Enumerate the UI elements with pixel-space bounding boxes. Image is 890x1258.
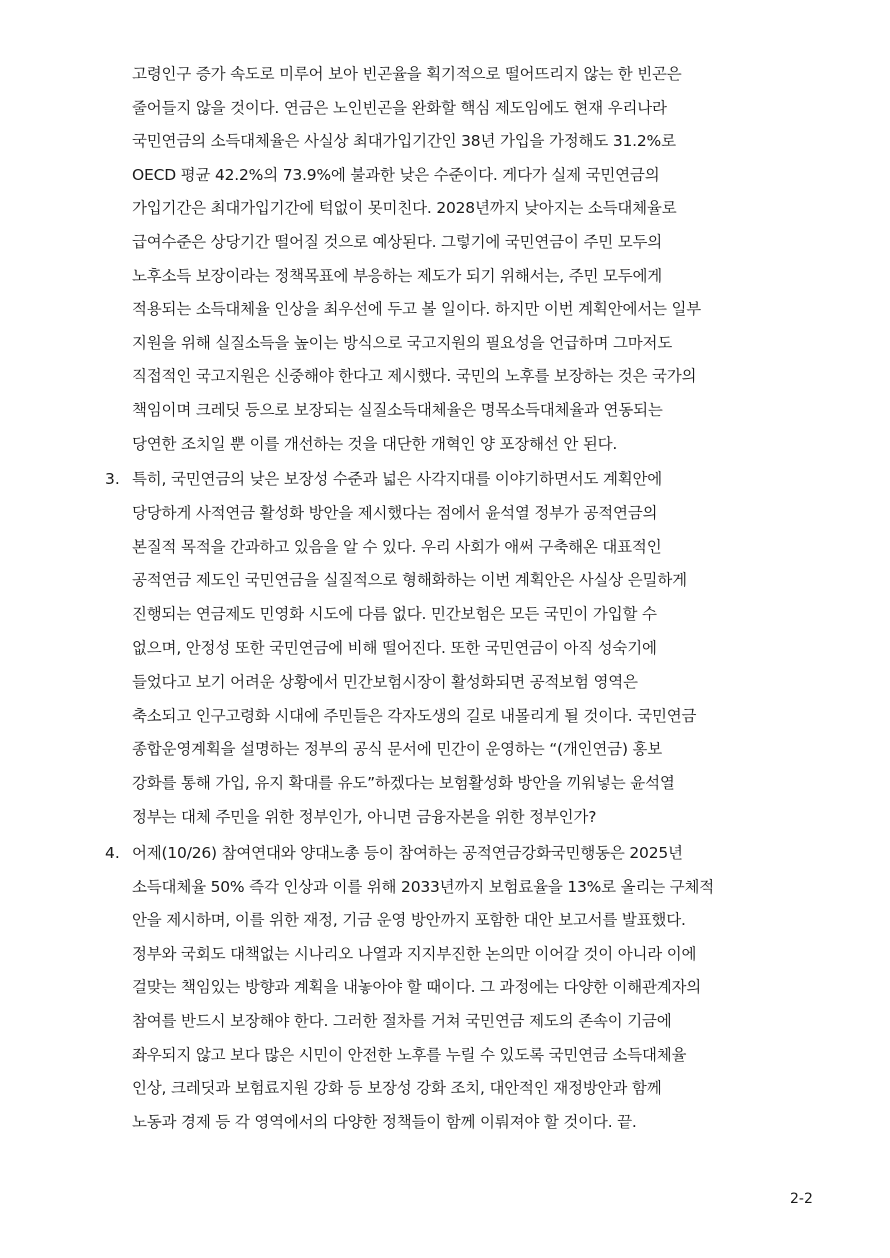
- text-line: 국민연금의 소득대체율은 사실상 최대가입기간인 38년 가입을 가정해도 31.2%로: [132, 132, 676, 151]
- text-line: 참여를 반드시 보장해야 한다. 그러한 절차를 거쳐 국민연금 제도의 존속이 기금에: [132, 1012, 672, 1030]
- text-line: 급여수준은 상당기간 떨어질 것으로 예상된다. 그렇기에 국민연금이 주민 모두의: [132, 233, 663, 251]
- text-line: 줄어들지 않을 것이다. 연금은 노인빈곤을 완화할 핵심 제도임에도 현재 우리나라: [132, 98, 667, 117]
- text-line: 인상, 크레딧과 보험료지원 강화 등 보장성 강화 조치, 대안적인 재정방안과 함께: [132, 1079, 662, 1098]
- text-line: 책임이며 크레딧 등으로 보장되는 실질소득대체율은 명목소득대체율과 연동되는: [132, 401, 663, 419]
- list-number: 4.: [105, 844, 120, 862]
- text-line: 적용되는 소득대체율 인상을 최우선에 두고 볼 일이다. 하지만 이번 계획안에서는 일부: [132, 300, 702, 319]
- text-line: 정부는 대체 주민을 위한 정부인가, 아니면 금융자본을 위한 정부인가?: [132, 808, 597, 826]
- text-line: 진행되는 연금제도 민영화 시도에 다름 없다. 민간보험은 모든 국민이 가입할 수: [132, 605, 657, 624]
- page-number: 2-2: [790, 1191, 813, 1207]
- text-line: 소득대체율 50% 즉각 인상과 이를 위해 2033년까지 보험료율을 13%로 올리는 구체적: [132, 877, 715, 896]
- list-number: 3.: [105, 470, 120, 488]
- text-line: 가입기간은 최대가입기간에 턱없이 못미친다. 2028년까지 낮아지는 소득대체율로: [132, 199, 677, 218]
- text-line: OECD 평균 42.2%의 73.9%에 불과한 낮은 수준이다. 게다가 실제 국민연금의: [132, 165, 660, 184]
- text-line: 노동과 경제 등 각 영역에서의 다양한 정책들이 함께 이뤄져야 할 것이다. 끝.: [132, 1112, 637, 1131]
- text-line: 들었다고 보기 어려운 상황에서 민간보험시장이 활성화되면 공적보험 영역은: [132, 672, 638, 691]
- text-line: 어제(10/26) 참여연대와 양대노총 등이 참여하는 공적연금강화국민행동은 2025년: [132, 844, 683, 862]
- text-line: 강화를 통해 가입, 유지 확대를 유도”하겠다는 보험활성화 방안을 끼워넣는 윤석열: [132, 774, 675, 793]
- text-line: 없으며, 안정성 또한 국민연금에 비해 떨어진다. 또한 국민연금이 아직 성숙기에: [132, 639, 657, 657]
- text-line: 축소되고 인구고령화 시대에 주민들은 각자도생의 길로 내몰리게 될 것이다. 국민연금: [132, 706, 697, 725]
- text-line: 종합운영계획을 설명하는 정부의 공식 문서에 민간이 운영하는 “(개인연금) 홍보: [132, 740, 663, 759]
- text-line: 지원을 위해 실질소득을 높이는 방식으로 국고지원의 필요성을 언급하며 그마저도: [132, 333, 673, 352]
- text-line: 좌우되지 않고 보다 많은 시민이 안전한 노후를 누릴 수 있도록 국민연금 소득대체율: [132, 1045, 687, 1064]
- text-line: 당당하게 사적연금 활성화 방안을 제시했다는 점에서 윤석열 정부가 공적연금의: [132, 503, 658, 522]
- text-line: 직접적인 국고지원은 신중해야 한다고 제시했다. 국민의 노후를 보장하는 것은 국가의: [132, 367, 697, 386]
- text-line: 공적연금 제도인 국민연금을 실질적으로 형해화하는 이번 계획안은 사실상 은밀하게: [132, 571, 687, 590]
- text-line: 본질적 목적을 간과하고 있음을 알 수 있다. 우리 사회가 애써 구축해온 대표적인: [132, 537, 662, 556]
- text-line: 노후소득 보장이라는 정책목표에 부응하는 제도가 되기 위해서는, 주민 모두에게: [132, 266, 663, 285]
- text-line: 정부와 국회도 대책없는 시나리오 나열과 지지부진한 논의만 이어갈 것이 아니라 이에: [132, 944, 697, 963]
- text-line: 안을 제시하며, 이를 위한 재정, 기금 운영 방안까지 포함한 대안 보고서를 발표했다.: [132, 911, 686, 930]
- text-line: 걸맞는 책임있는 방향과 계획을 내놓아야 할 때이다. 그 과정에는 다양한 이해관계자의: [132, 978, 702, 997]
- text-line: 특히, 국민연금의 낮은 보장성 수준과 넓은 사각지대를 이야기하면서도 계획안에: [132, 470, 663, 488]
- text-line: 당연한 조치일 뿐 이를 개선하는 것을 대단한 개혁인 양 포장해선 안 된다.: [132, 434, 618, 453]
- text-line: 고령인구 증가 속도로 미루어 보아 빈곤율을 획기적으로 떨어뜨리지 않는 한 빈곤은: [132, 65, 682, 83]
